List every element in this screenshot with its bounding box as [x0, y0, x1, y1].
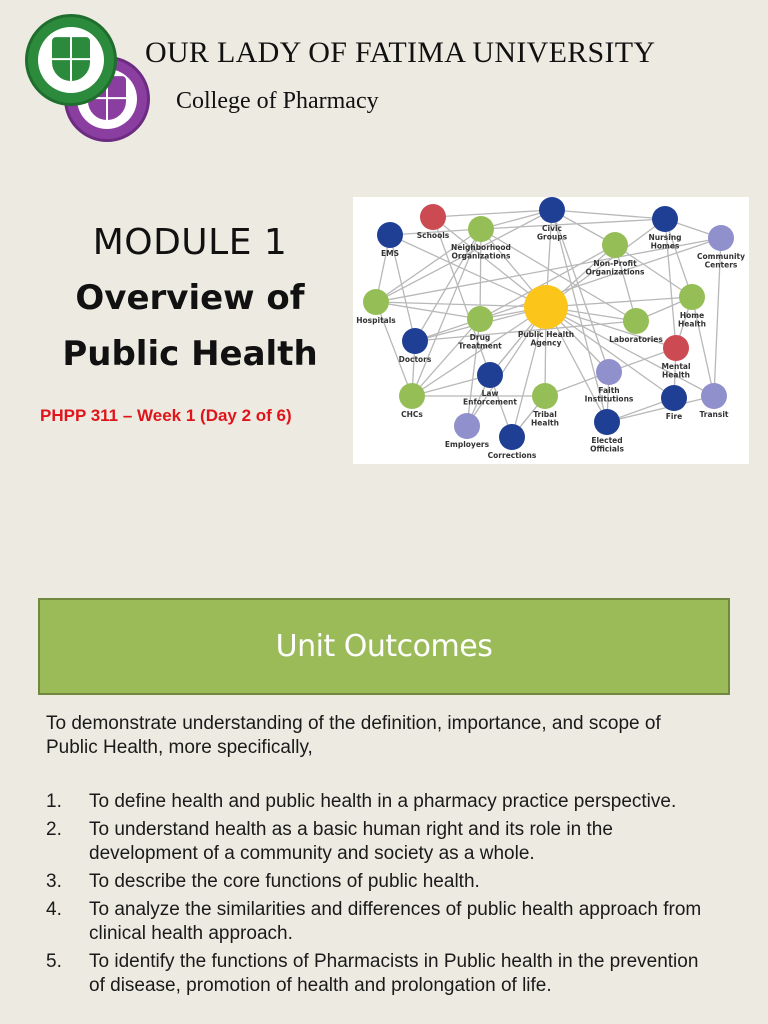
network-node-schools — [417, 204, 450, 240]
outcome-text: To analyze the similarities and differences of public health approach from clinical health approach. — [89, 899, 702, 944]
node-circle-icon — [467, 306, 493, 332]
node-circle-icon — [539, 197, 565, 223]
node-label: Hospitals — [356, 316, 396, 325]
node-circle-icon — [420, 204, 446, 230]
outcome-text: To define health and public health in a pharmacy practice perspective. — [89, 791, 677, 812]
network-node-transit — [699, 383, 728, 419]
unit-outcomes-body — [46, 712, 716, 1002]
node-circle-icon — [402, 328, 428, 354]
node-circle-icon — [679, 284, 705, 310]
network-edge — [433, 210, 552, 217]
node-circle-icon — [399, 383, 425, 409]
node-label: Fire — [665, 412, 683, 421]
node-circle-icon — [499, 424, 525, 450]
node-label: Civic Groups — [536, 224, 568, 242]
node-label: Faith Institutions — [584, 386, 634, 404]
outcome-item — [46, 790, 716, 814]
node-label: Transit — [699, 410, 729, 419]
network-edge — [552, 210, 665, 219]
node-label: Corrections — [487, 451, 537, 460]
outcome-text: To describe the core functions of public health. — [89, 871, 480, 892]
node-circle-icon — [477, 362, 503, 388]
outcomes-intro: To demonstrate understanding of the definition, importance, and scope of Public Health, more specifically, — [46, 713, 661, 758]
public-health-network-diagram — [353, 197, 749, 464]
outcome-text: To understand health as a basic human right and its role in the development of a community and society as a whole. — [89, 819, 613, 864]
outcome-number: 1. — [46, 791, 62, 812]
node-label: EMS — [381, 249, 399, 258]
network-node-fire — [661, 385, 687, 421]
network-node-ems — [377, 222, 403, 258]
node-circle-icon — [532, 383, 558, 409]
node-label: Home Health — [678, 311, 706, 329]
node-label: Mental Health — [661, 362, 691, 380]
module-label: MODULE 1 — [92, 222, 288, 263]
course-code: PHPP 311 – Week 1 (Day 2 of 6) — [40, 406, 292, 425]
module-title-line1: Overview of — [75, 278, 305, 318]
node-label: Elected Officials — [590, 436, 624, 454]
university-seal-logo — [25, 14, 117, 106]
outcome-item — [46, 898, 716, 946]
outcome-item — [46, 950, 716, 998]
node-label: Nursing Homes — [648, 233, 682, 251]
outcome-number: 4. — [46, 899, 62, 920]
outcome-item — [46, 818, 716, 866]
network-node-civic — [537, 197, 568, 242]
module-title-block — [30, 216, 350, 382]
node-circle-icon — [663, 335, 689, 361]
node-label: Tribal Health — [531, 410, 559, 428]
node-circle-icon — [708, 225, 734, 251]
network-node-elected — [590, 409, 624, 454]
node-circle-icon — [623, 308, 649, 334]
university-logos — [22, 12, 152, 152]
node-circle-icon — [596, 359, 622, 385]
network-node-homehealth — [678, 284, 706, 329]
network-node-pha — [518, 285, 574, 348]
node-label: Doctors — [398, 355, 432, 364]
outcome-number: 5. — [46, 951, 62, 972]
node-label: Community Centers — [696, 252, 746, 270]
network-node-law — [463, 362, 517, 407]
network-edge — [481, 219, 665, 229]
node-label: Drug Treatment — [458, 333, 502, 351]
node-label: Employers — [444, 440, 490, 449]
network-node-doctors — [399, 328, 432, 364]
university-name: OUR LADY OF FATIMA UNIVERSITY — [145, 36, 656, 69]
unit-outcomes-banner — [38, 598, 730, 695]
node-label: Public Health Agency — [517, 330, 575, 348]
node-label: Laboratories — [609, 335, 663, 344]
outcome-number: 2. — [46, 819, 62, 840]
outcome-number: 3. — [46, 871, 62, 892]
node-circle-icon — [701, 383, 727, 409]
shield-icon — [52, 37, 90, 81]
node-circle-icon — [454, 413, 480, 439]
node-circle-icon — [652, 206, 678, 232]
node-circle-icon — [602, 232, 628, 258]
node-circle-icon — [377, 222, 403, 248]
node-label: Law Enforcement — [463, 389, 517, 407]
network-node-chcs — [399, 383, 425, 419]
node-label: Neighborhood Organizations — [451, 243, 511, 261]
network-node-mental — [661, 335, 690, 380]
college-name: College of Pharmacy — [176, 88, 379, 114]
node-label: Schools — [416, 231, 450, 240]
outcomes-list — [46, 790, 716, 998]
node-circle-icon — [661, 385, 687, 411]
network-node-employers — [445, 413, 490, 449]
node-circle-icon — [468, 216, 494, 242]
node-label: Non-Profit Organizations — [585, 259, 645, 277]
network-graph — [353, 197, 749, 464]
node-circle-icon — [594, 409, 620, 435]
module-title-line2: Public Health — [62, 334, 318, 374]
unit-outcomes-heading: Unit Outcomes — [275, 629, 493, 664]
network-node-corrections — [488, 424, 537, 460]
node-circle-icon — [524, 285, 568, 329]
outcome-text: To identify the functions of Pharmacists in Public health in the prevention of disease, promotion of health and prolongation of life. — [89, 951, 699, 996]
node-circle-icon — [363, 289, 389, 315]
outcome-item — [46, 870, 716, 894]
network-node-tribal — [531, 383, 559, 428]
node-label: CHCs — [401, 410, 423, 419]
